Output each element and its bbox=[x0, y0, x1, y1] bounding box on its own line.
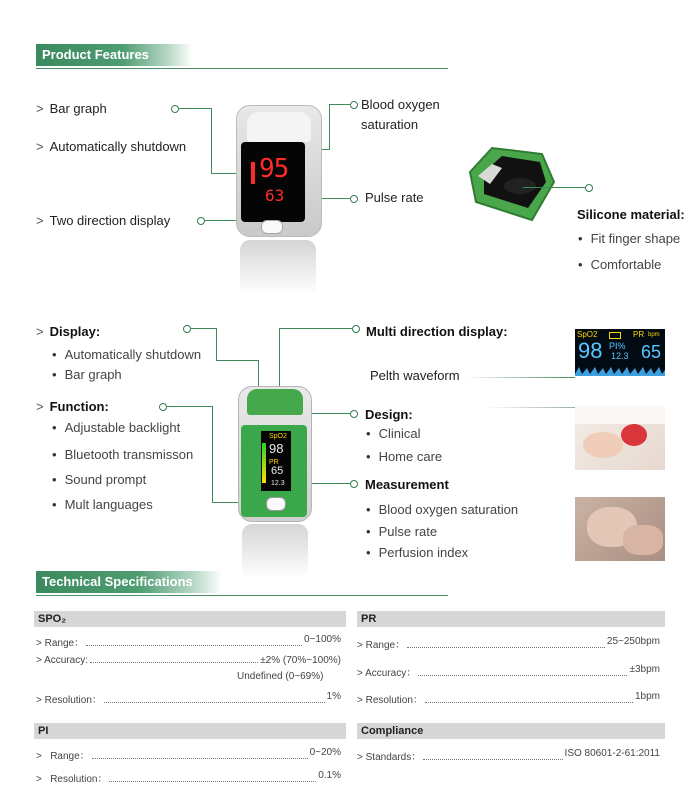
connector-line bbox=[211, 108, 212, 174]
chevron-right-icon: > bbox=[36, 638, 45, 649]
photo-bg bbox=[575, 406, 665, 424]
pr-reading: 65 bbox=[271, 465, 284, 477]
spec-spo2-header: SPO₂ bbox=[34, 611, 346, 627]
function-item: • Sound prompt bbox=[52, 472, 146, 487]
side-spo2-reading: 98 bbox=[578, 338, 603, 363]
bar-graph-indicator bbox=[251, 162, 255, 184]
side-pi-reading: 12.3 bbox=[611, 351, 629, 361]
multi-direction-title: Multi direction display: bbox=[366, 324, 508, 339]
feature-bar-graph: > Bar graph bbox=[36, 101, 107, 116]
connector-line bbox=[310, 413, 350, 414]
connector-line bbox=[216, 328, 217, 360]
power-button bbox=[261, 220, 283, 234]
chevron-right-icon: > bbox=[357, 695, 366, 706]
measurement-item: • Blood oxygen saturation bbox=[366, 502, 518, 517]
pleth-waveform-graphic bbox=[575, 365, 665, 376]
spec-spo2-accuracy: > Accuracy: ±2% (70%~100%) bbox=[36, 655, 341, 666]
device-screen bbox=[241, 142, 305, 222]
function-item: • Adjustable backlight bbox=[52, 420, 180, 435]
heart-icon bbox=[621, 424, 647, 446]
connector-dot bbox=[159, 403, 167, 411]
specs-divider bbox=[36, 595, 448, 596]
silicone-title: Silicone material: bbox=[577, 207, 685, 222]
design-item: • Home care bbox=[366, 449, 442, 464]
chevron-right-icon: > bbox=[36, 399, 44, 414]
chevron-right-icon: > bbox=[357, 752, 366, 763]
oximeter-side-device bbox=[462, 142, 558, 226]
device-screen bbox=[261, 431, 291, 491]
connector-dot bbox=[171, 105, 179, 113]
pr-reading: 63 bbox=[265, 186, 285, 205]
chevron-right-icon: > bbox=[357, 668, 366, 679]
measurement-title: Measurement bbox=[365, 477, 449, 492]
spec-compliance-standards: > Standards： ISO 80601-2-61:2011 bbox=[357, 748, 660, 763]
connector-dot bbox=[350, 101, 358, 109]
power-button bbox=[266, 497, 286, 511]
chevron-right-icon: > bbox=[36, 774, 51, 785]
connector-dot bbox=[183, 325, 191, 333]
spec-pi-resolution: > Resolution： 0.1% bbox=[36, 770, 341, 785]
spec-pr-resolution: > Resolution： 1bpm bbox=[357, 691, 660, 706]
label-pulse-rate: Pulse rate bbox=[365, 190, 424, 205]
specs-banner bbox=[36, 571, 222, 593]
device-top-cap bbox=[247, 112, 311, 142]
connector-line bbox=[465, 377, 575, 378]
display-title: > Display: bbox=[36, 324, 101, 339]
function-item: • Mult languages bbox=[52, 497, 153, 512]
silicone-item: • Comfortable bbox=[578, 257, 661, 272]
chevron-right-icon: > bbox=[36, 139, 44, 154]
spec-pr-range: > Range： 25~250bpm bbox=[357, 636, 660, 651]
function-title: > Function: bbox=[36, 399, 109, 414]
design-title: Design: bbox=[365, 407, 413, 422]
measurement-item: • Perfusion index bbox=[366, 545, 468, 560]
spec-pr-header: PR bbox=[357, 611, 665, 627]
display-item: • Automatically shutdown bbox=[52, 347, 201, 362]
oximeter-green-device bbox=[238, 386, 312, 522]
chevron-right-icon: > bbox=[36, 751, 51, 762]
chevron-right-icon: > bbox=[36, 213, 44, 228]
pr-label: PR bbox=[269, 459, 279, 466]
spo2-reading: 95 bbox=[259, 154, 289, 184]
bar-graph-indicator bbox=[262, 443, 266, 483]
function-item: • Bluetooth transmisson bbox=[52, 447, 193, 462]
silicone-device-illustration bbox=[462, 142, 558, 226]
measurement-item: • Pulse rate bbox=[366, 524, 437, 539]
home-care-photo bbox=[575, 497, 665, 561]
feature-two-direction: > Two direction display bbox=[36, 213, 171, 228]
connector-line bbox=[190, 328, 216, 329]
spo2-reading: 98 bbox=[269, 441, 284, 456]
side-bpm-label: bpm bbox=[648, 332, 660, 338]
spec-spo2-range: > Range： 0~100% bbox=[36, 634, 341, 649]
chevron-right-icon: > bbox=[36, 695, 45, 706]
connector-dot bbox=[350, 195, 358, 203]
label-blood-oxygen: Blood oxygen saturation bbox=[361, 97, 440, 132]
oximeter-front-device bbox=[236, 105, 322, 237]
silicone-item: • Fit finger shape bbox=[578, 231, 680, 246]
connector-line bbox=[216, 360, 258, 361]
spec-pi-range: > Range： 0~20% bbox=[36, 747, 341, 762]
chevron-right-icon: > bbox=[36, 101, 44, 116]
spec-pi-header: PI bbox=[34, 723, 346, 739]
side-pr-label: PR bbox=[633, 330, 645, 339]
clinical-photo bbox=[575, 406, 665, 470]
device-reflection bbox=[240, 240, 316, 295]
spec-pr-accuracy: > Accuracy： ±3bpm bbox=[357, 664, 660, 679]
pi-reading: 12.3 bbox=[271, 480, 285, 487]
connector-line bbox=[212, 406, 213, 502]
features-divider bbox=[36, 68, 448, 69]
side-spo2-label: SpO2 bbox=[577, 330, 598, 339]
design-item: • Clinical bbox=[366, 426, 420, 441]
spec-compliance-header: Compliance bbox=[357, 723, 665, 739]
side-pi-label: PI% bbox=[609, 341, 626, 351]
device-reflection bbox=[242, 524, 308, 579]
device-green-frame bbox=[241, 425, 307, 517]
connector-line bbox=[279, 328, 352, 329]
connector-line bbox=[523, 187, 585, 188]
multi-direction-screen bbox=[575, 329, 665, 376]
features-title: Product Features bbox=[42, 47, 149, 62]
battery-icon bbox=[609, 332, 621, 339]
hands-figure bbox=[623, 525, 663, 555]
connector-dot bbox=[585, 184, 593, 192]
connector-line bbox=[329, 104, 350, 105]
chevron-right-icon: > bbox=[36, 324, 44, 339]
spo2-label: SpO2 bbox=[269, 433, 287, 440]
connector-line bbox=[178, 108, 212, 109]
pleth-waveform-label: Pelth waveform bbox=[370, 368, 460, 383]
spec-spo2-accuracy-undefined: Undefined (0~69%) bbox=[237, 671, 324, 682]
connector-dot bbox=[197, 217, 205, 225]
feature-auto-shutdown: > Automatically shutdown bbox=[36, 139, 187, 154]
connector-line bbox=[485, 407, 575, 408]
connector-line bbox=[166, 406, 212, 407]
display-item: • Bar graph bbox=[52, 367, 122, 382]
connector-line bbox=[329, 104, 330, 150]
baby-figure bbox=[583, 432, 623, 458]
chevron-right-icon: > bbox=[36, 655, 45, 666]
features-banner bbox=[36, 44, 192, 66]
device-top-cap bbox=[247, 389, 303, 415]
specs-title: Technical Specifications bbox=[42, 574, 193, 589]
spec-spo2-resolution: > Resolution： 1% bbox=[36, 691, 341, 706]
chevron-right-icon: > bbox=[357, 640, 366, 651]
side-pr-reading: 65 bbox=[641, 342, 662, 362]
connector-dot bbox=[350, 480, 358, 488]
connector-dot bbox=[352, 325, 360, 333]
connector-dot bbox=[350, 410, 358, 418]
